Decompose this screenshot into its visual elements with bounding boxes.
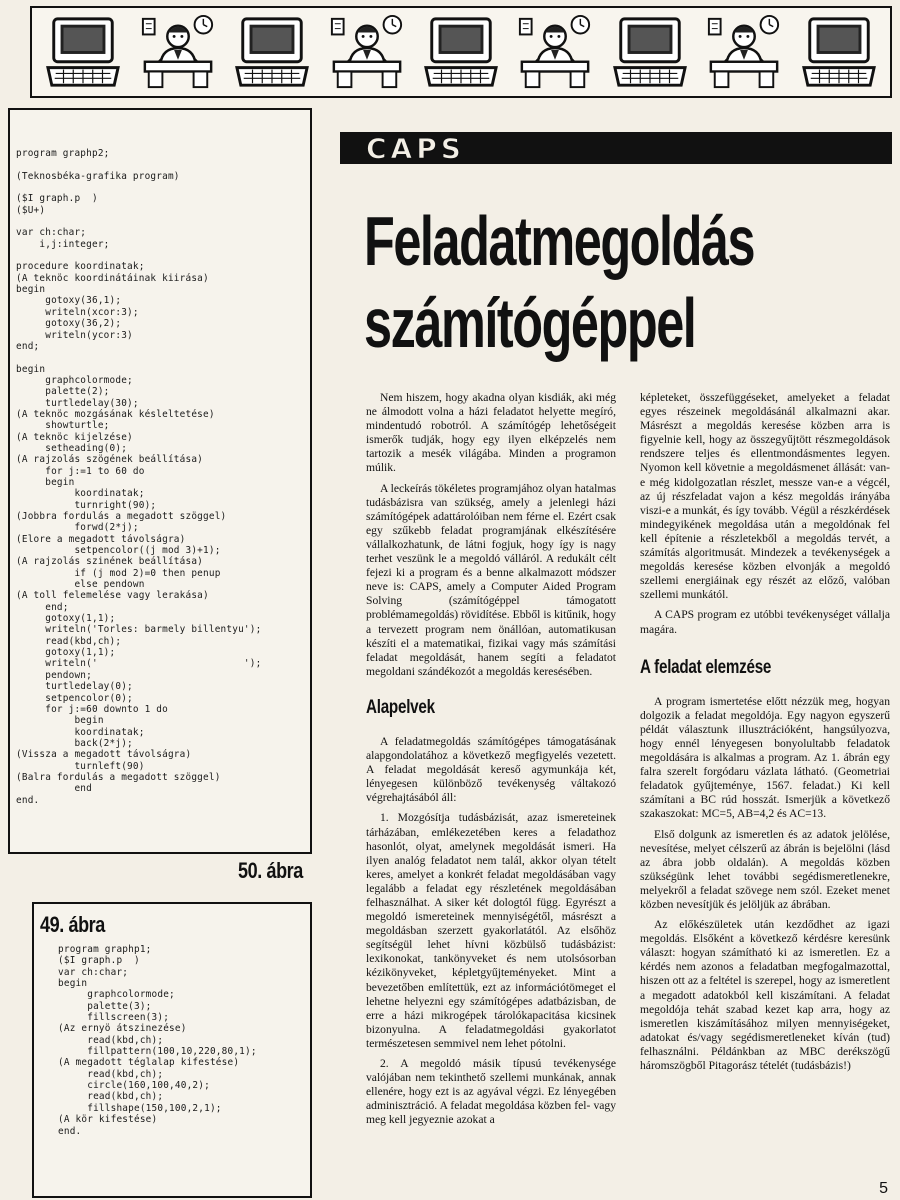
person-at-desk-icon xyxy=(705,12,783,92)
header-banner xyxy=(30,6,892,98)
figure-49-code: program graphp1; ($I graph.p ) var ch:char; begin graphcolormode; palette(3); fillscreen(3); (Az ernyö átszinezése) read(kbd,ch); fillpattern(100,10,220,80,1); (A megadott téglalap kifestése) read(kbd,ch); circle(160,100,40,2); read(kbd,ch); fillshape(150,100,2,1); (A kör kifestése) end. xyxy=(58,944,257,1137)
paragraph: 2. A megoldó másik típusú tevékenysége valójában nem tekinthető szellemi munkának, annak ellenére, hogy ezt is az agyával végzi. Ez lényegében adminisztráció. A feladat megoldása közben fel- vagy meg kell jegyeznie azokat a xyxy=(366,1057,616,1127)
article-column-left xyxy=(366,391,616,1134)
computer-icon xyxy=(611,12,689,92)
figure-50-code: program graphp2; (Teknosbéka-grafika program) ($I graph.p ) ($U+) var ch:char; i,j:integer; procedure koordinatak; (A teknöc koordinátáinak kiirása) begin gotoxy(36,1); writeln(xcor:3); gotoxy(36,2); writeln(ycor:3) end; begin graphcolormode; palette(2); turtledelay(30); (A teknöc mozgásának késleltetése) showturtle; (A teknöc kijelzése) setheading(0); (A rajzolás szögének beállítása) for j:=1 to 60 do begin koordinatak; turnright(90); (Jobbra fordulás a megadott szöggel) forwd(2*j); (Elore a megadott távolságra) setpencolor((j mod 3)+1); (A rajzolás szinének beállítása) if (j mod 2)=0 then penup else pendown (A toll felemelése vagy lerakása) end; gotoxy(1,1); writeln('Torles: barmely billentyu'); read(kbd,ch); gotoxy(1,1); writeln(' '); pendown; turtledelay(0); setpencolor(0); for j:=60 downto 1 do begin koordinatak; back(2*j); (Vissza a megadott távolságra) turnleft(90) (Balra fordulás a megadott szöggel) end end. xyxy=(16,148,262,806)
person-at-desk-icon xyxy=(516,12,594,92)
computer-icon xyxy=(44,12,122,92)
paragraph: képleteket, összefüggéseket, amelyeket a feladat egyes részeinek megoldásánál alkalmazni akar. Másrészt a megoldás keresése közben arra is figyelnie kell, hogy az összegyűjtött részmegoldások rendszere teljes és ellentmondásmentes legyen. Nyomon kell követnie a megoldásmenet állását: van-e még kidolgozatlan részlet, messze van-e a végcél, az új részfeladat vajon a kész megoldás irányába viszi-e a munkát, és így tovább. Végül a részkérdések mindegyikének megoldása után a megoldónak fel kell építenie a részletekből a megoldás tervét, a számítás algoritmusát. Mindezek a tevékenységek a megoldás keresése közben elvonják a megoldó szellemi energiáinak egy részét az előző, valóban szellemi munkától. xyxy=(640,391,890,602)
figure-49-label: 49. ábra xyxy=(40,912,105,937)
paragraph: Első dolgunk az ismeretlen és az adatok jelölése, nevesítése, melyet célszerű az ábrán is bejelölni (lásd az ábra jobb oldalán). A megoldás közben szükségünk lehet további segédismeretlenekre, melyekről a feladat szövege nem szól. Ezeket menet közben nevesítjük és jelöljük az ábrában. xyxy=(640,827,890,911)
paragraph: Az előkészületek után kezdődhet az igazi megoldás. Elsőként a következő kérdésre keresünk választ: hogyan számítható ki az ismeretlen. Ez a kérdés nem azonos a feladatban megfogalmazottal, hiszen ott az a feltétel is szerepel, hogy az ismeretlent a megadott adatokból kell kiszámítani. A feladat megoldója tehát szabad kezet kap arra, hogy az ismeretlen kiszámításához milyen mennyiségeket, adatokat és/vagy segédismeretleneket kíván (tud) felhasználni. Példánkban az MBC derékszögű háromszögből Pitagorász tételét (tudásbázis!) xyxy=(640,918,890,1073)
paragraph: A leckeírás tökéletes programjához olyan hatalmas tudásbázisra van szükség, amely a jelenlegi házi számítógépek adattárolóiban nem férne el. Ezért csak egy szűkebb feladat programjának elkészítésére vállalkozhatunk, de látni fogjuk, hogy így is nagy terhet veszünk le a megoldó válláról. A redukált célt fejezi ki a program és a benne alkalmazott módszer neve is: CAPS, amely a Computer Aided Program Solving (számítógéppel támogatott problémamegoldás) rövidítése. Ebből is kitűnik, hogy a tervezett program nem önállóan, automatikusan készíti el a matematikai, fizikai vagy más számítási feladat megoldását, hanem segíti a feladatot megoldani szándékozót a megoldás keresésében. xyxy=(366,481,616,678)
paragraph: A CAPS program ez utóbbi tevékenységet vállalja magára. xyxy=(640,608,890,636)
computer-icon xyxy=(800,12,878,92)
article-column-right xyxy=(640,391,890,1079)
figure-50-label: 50. ábra xyxy=(238,858,303,883)
paragraph: A program ismertetése előtt nézzük meg, hogyan dolgozik a feladat megoldója. Egy nagyon egyszerű példát választunk illusztrációként, hangsúlyozva, hogy ennél lényegesen bonyolultabb feladatok megoldására is alkalmas a program. Az 1. ábrán egy falra szerelt forgódaru vázlata látható. (Geometriai feladatok gyűjteménye, 1567. feladat.) Ki kell számítani a BC rúd hosszát. Ismerjük a következő szakaszokat: MC=5, AB=4,2 és AC=13. xyxy=(640,694,890,821)
article-title-line-1: Feladatmegoldás xyxy=(364,202,755,280)
article-title-line-2: számítógéppel xyxy=(364,284,696,362)
figure-49-code-panel xyxy=(32,902,312,1198)
figure-50-code-panel xyxy=(8,108,312,854)
computer-icon xyxy=(233,12,311,92)
article-title xyxy=(364,200,755,364)
series-bar xyxy=(340,132,892,164)
section-heading-alapelvek: Alapelvek xyxy=(366,696,435,718)
section-heading-feladat-elemzese: A feladat elemzése xyxy=(640,656,772,678)
series-label: CAPS xyxy=(366,131,465,165)
paragraph: A feladatmegoldás számítógépes támogatásának alapgondolatához a következő megfigyelés vezetett. A feladat megoldását kereső agymunkája két, lényegesen különböző tevékenység váltakozó végrehajtásából áll: xyxy=(366,734,616,805)
person-at-desk-icon xyxy=(328,12,406,92)
computer-icon xyxy=(422,12,500,92)
person-at-desk-icon xyxy=(139,12,217,92)
paragraph: Nem hiszem, hogy akadna olyan kisdiák, aki még ne álmodott volna a házi feladatot helyette megíró, mindentudó robotról. A számítógép lehetőségeit ismerők tudják, hogy egy ilyen elképzelés nem tartozik a mesék világába. Minden a programon múlik. xyxy=(366,391,616,475)
paragraph: 1. Mozgósítja tudásbázisát, azaz ismereteinek tárházában, emlékezetében keres a feladathoz hasonlót, olyat, amelynek megoldását ismeri. Ha ilyen analóg feladatot nem talál, akkor olyan tételt keres, amelyet a konkrét feladat megoldásában vagy legalább a feladat egy részletének megoldásában felhasználhat. A siker két dologtól függ. Egyrészt a megoldó ismereteinek mennyiségétől, másrészt a megoldásban szerzett gyakorlatától. Az elsőhöz segítségül lehet hívni közbülső tudásbázist: lexikonokat, tankönyveket és nem utolsósorban kézikönyveket, képletgyűjteményeket. Mint a bevezetőben említettük, ezt az információtömeget el lehetne helyezni egy számítógépes adatbázisban, de erre a házi mikrogépek tárolókapacitása kicsinek bizonyulna. A feladatmegoldási gyakorlatot természetesen semmivel nem lehet pótolni. xyxy=(366,811,616,1050)
page-number: 5 xyxy=(879,1180,888,1197)
